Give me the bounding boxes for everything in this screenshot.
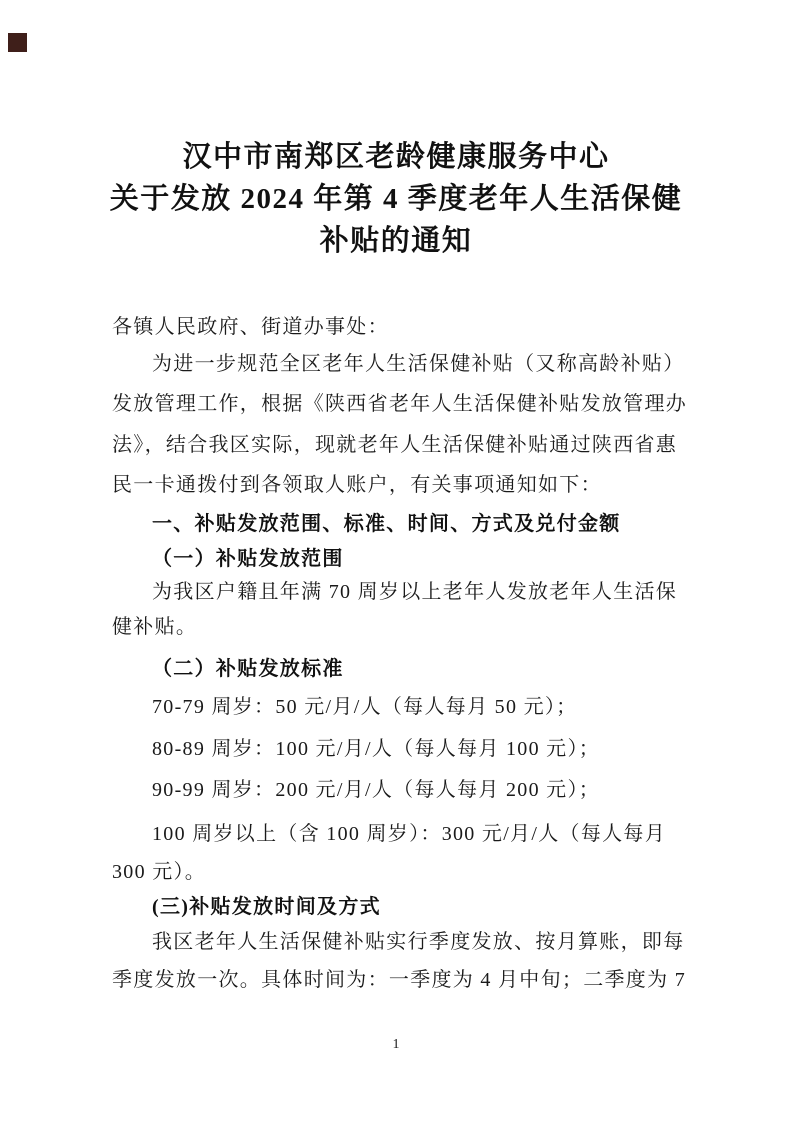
rate-line-100plus: 100 周岁以上（含 100 周岁）：300 元/月/人（每人每月: [152, 823, 667, 845]
page-number: 1: [392, 1037, 400, 1052]
salutation-line: 各镇人民政府、街道办事处：: [112, 316, 389, 338]
body-line: 为我区户籍且年满 70 周岁以上老年人发放老年人生活保: [152, 581, 678, 603]
section-heading-1: 一、补贴发放范围、标准、时间、方式及兑付金额: [152, 513, 621, 535]
body-line: 民一卡通拨付到各领取人账户，有关事项通知如下：: [112, 474, 602, 496]
rate-line-continuation: 300 元）。: [112, 861, 207, 883]
body-line: 发放管理工作，根据《陕西省老年人生活保健补贴发放管理办: [112, 393, 688, 415]
subsection-heading-3: (三)补贴发放时间及方式: [152, 896, 381, 918]
subsection-heading-2: （二）补贴发放标准: [152, 658, 344, 680]
title-line-3: 补贴的通知: [319, 225, 473, 257]
rate-line-80-89: 80-89 周岁：100 元/月/人（每人每月 100 元）；: [152, 738, 601, 760]
title-line-1: 汉中市南郑区老龄健康服务中心: [182, 141, 610, 173]
body-line: 健补贴。: [112, 616, 198, 638]
body-line: 季度发放一次。具体时间为：一季度为 4 月中旬；二季度为 7: [112, 969, 686, 991]
document-title: [0, 136, 792, 262]
corner-mark: [8, 33, 27, 52]
rate-line-70-79: 70-79 周岁：50 元/月/人（每人每月 50 元）；: [152, 696, 578, 718]
body-line: 法》，结合我区实际，现就老年人生活保健补贴通过陕西省惠: [112, 434, 678, 456]
title-line-2: 关于发放 2024 年第 4 季度老年人生活保健: [109, 183, 683, 215]
body-line: 为进一步规范全区老年人生活保健补贴（又称高龄补贴）: [152, 353, 685, 375]
subsection-heading-1: （一）补贴发放范围: [152, 548, 344, 570]
body-line: 我区老年人生活保健补贴实行季度发放、按月算账，即每: [152, 931, 685, 953]
rate-line-90-99: 90-99 周岁：200 元/月/人（每人每月 200 元）；: [152, 779, 601, 801]
